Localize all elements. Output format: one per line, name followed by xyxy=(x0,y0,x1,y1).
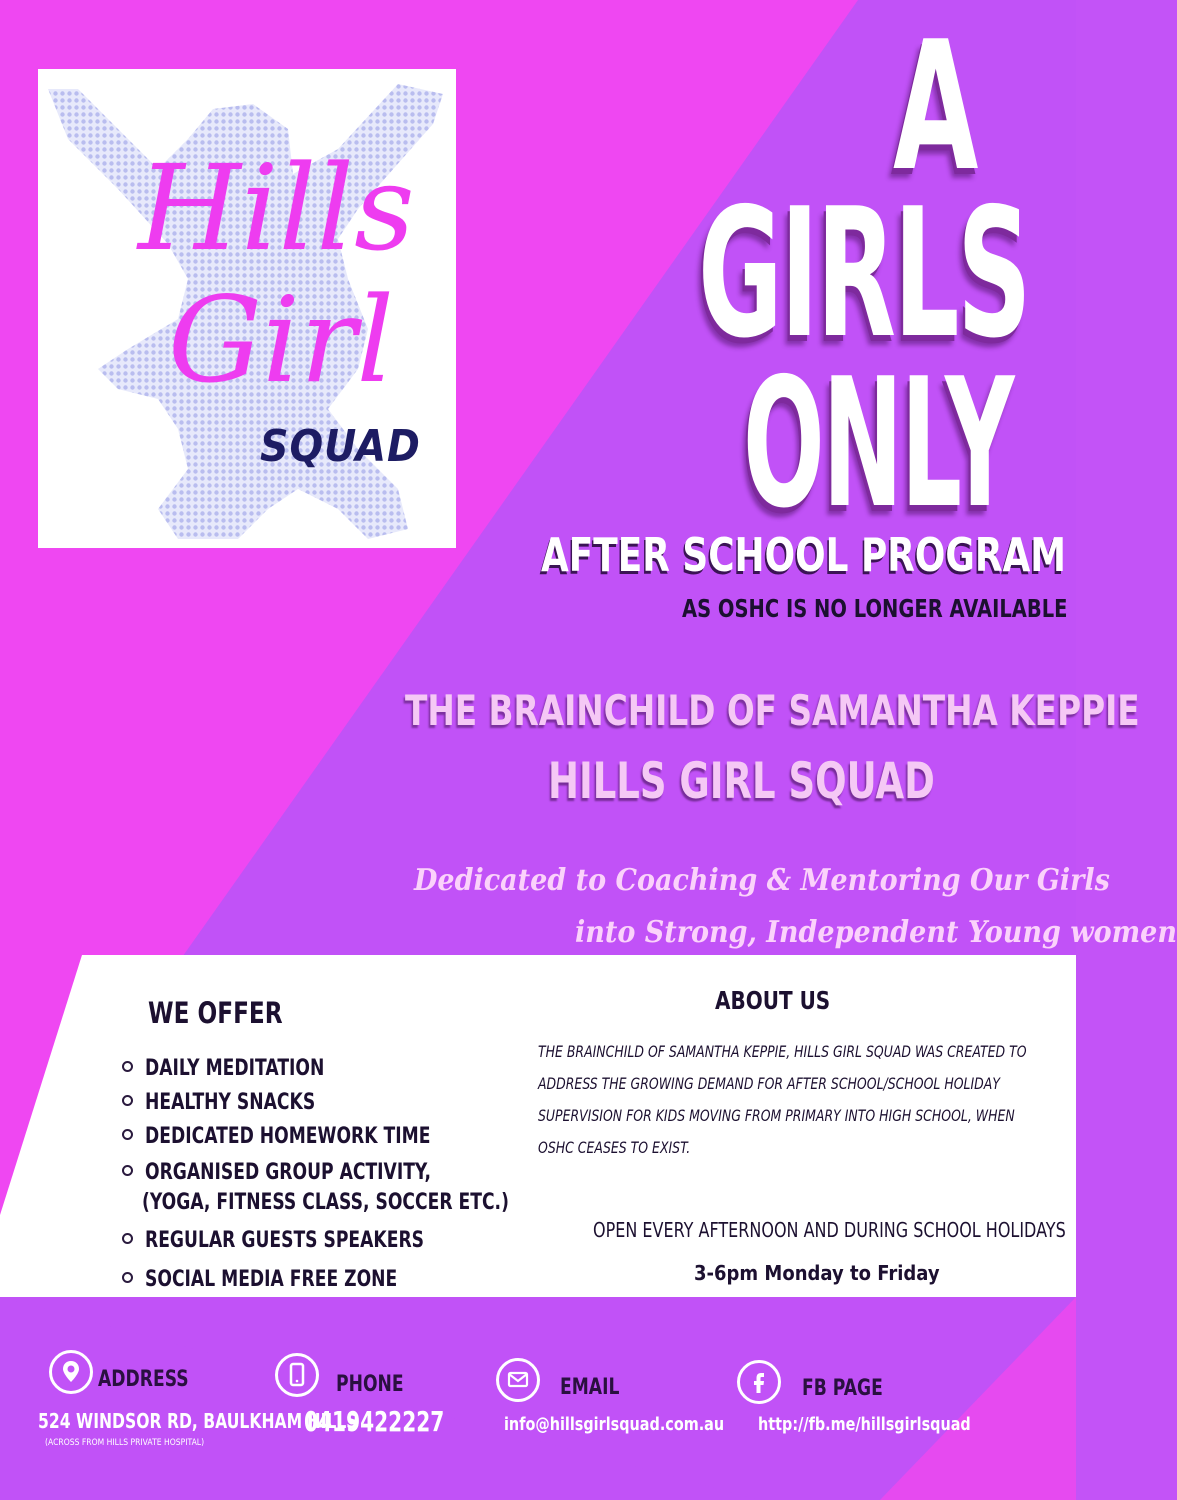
fb-value[interactable]: http://fb.me/hillsgirlsquad xyxy=(758,1414,971,1435)
squad-name: HILLS GIRL SQUAD xyxy=(548,752,935,810)
logo-word-hills: Hills xyxy=(138,139,415,277)
opening-hours: 3-6pm Monday to Friday xyxy=(694,1261,940,1285)
offer-title: WE OFFER xyxy=(148,996,283,1030)
tagline-line-1: Dedicated to Coaching & Mentoring Our Girls xyxy=(414,863,1110,898)
offer-item-text: DEDICATED HOMEWORK TIME xyxy=(145,1124,431,1149)
fb-label: FB PAGE xyxy=(802,1376,883,1401)
headline-a: A xyxy=(893,3,979,210)
address-note: (ACROSS FROM HILLS PRIVATE HOSPITAL) xyxy=(45,1438,205,1448)
headline-girls: GIRLS xyxy=(698,170,1030,377)
offer-item-subtext: (YOGA, FITNESS CLASS, SOCCER ETC.) xyxy=(142,1190,509,1215)
logo-word-girl: Girl xyxy=(168,271,395,409)
phone-label: PHONE xyxy=(336,1372,404,1397)
bullet-icon xyxy=(122,1233,133,1244)
bullet-icon xyxy=(122,1165,133,1176)
offer-item-text: HEALTHY SNACKS xyxy=(145,1090,316,1115)
address-value: 524 WINDSOR RD, BAULKHAM HILLS xyxy=(38,1409,358,1433)
address-label: ADDRESS xyxy=(98,1367,189,1392)
phone-icon xyxy=(275,1353,319,1397)
tagline-line-2: into Strong, Independent Young women xyxy=(575,915,1177,950)
email-label: EMAIL xyxy=(560,1375,620,1400)
bullet-icon xyxy=(122,1272,133,1283)
location-pin-icon xyxy=(49,1350,93,1394)
offer-item-text: REGULAR GUESTS SPEAKERS xyxy=(145,1228,425,1253)
bullet-icon xyxy=(122,1129,133,1140)
offer-item-text: DAILY MEDITATION xyxy=(145,1056,325,1081)
offer-item-text: ORGANISED GROUP ACTIVITY, xyxy=(145,1160,432,1185)
email-icon xyxy=(496,1358,540,1402)
facebook-icon xyxy=(737,1360,781,1404)
program-note: AS OSHC IS NO LONGER AVAILABLE xyxy=(682,594,1068,623)
logo-word-squad: SQUAD xyxy=(260,421,421,472)
opening-info: OPEN EVERY AFTERNOON AND DURING SCHOOL HOLIDAYS xyxy=(593,1218,1066,1242)
headline-only: ONLY xyxy=(743,340,1013,547)
email-value[interactable]: info@hillsgirlsquad.com.au xyxy=(504,1414,725,1435)
bullet-icon xyxy=(122,1095,133,1106)
offer-item-text: SOCIAL MEDIA FREE ZONE xyxy=(145,1267,398,1292)
phone-value[interactable]: 0419422227 xyxy=(304,1405,445,1438)
about-text: THE BRAINCHILD OF SAMANTHA KEPPIE, HILLS GIRL SQUAD WAS CREATED TO ADDRESS THE GROWING DEMAND FOR AFTER SCHOOL/SCHOOL HOLIDAY SUPERVISION FOR KIDS MOVING FROM PRIMARY INTO HIGH SCHOOL, WHEN OSHC CEASES TO EXIST. xyxy=(538,1042,1027,1157)
bullet-icon xyxy=(122,1061,133,1072)
about-title: ABOUT US xyxy=(715,986,831,1015)
logo xyxy=(38,69,456,548)
program-title: AFTER SCHOOL PROGRAM xyxy=(541,528,1066,582)
brainchild-line: THE BRAINCHILD OF SAMANTHA KEPPIE xyxy=(405,686,1140,735)
